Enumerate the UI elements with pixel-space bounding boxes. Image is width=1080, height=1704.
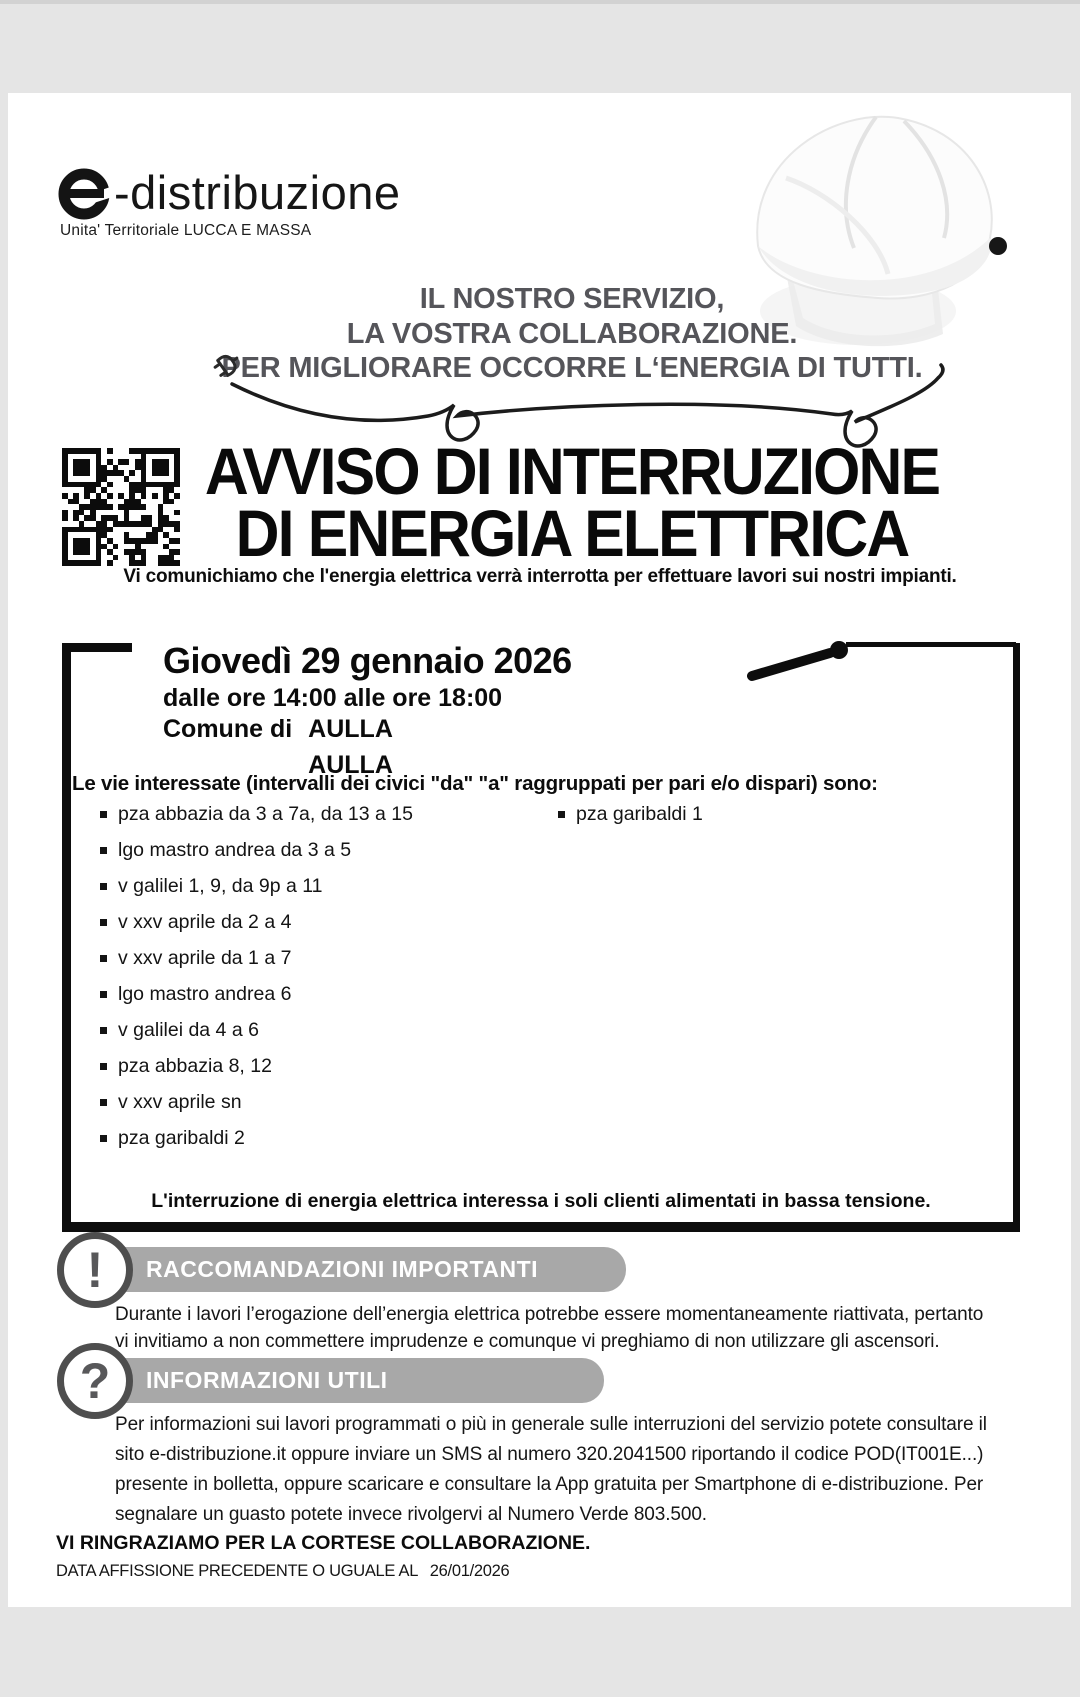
street-item — [100, 947, 550, 970]
outage-date: Giovedì 29 gennaio 2026 — [163, 640, 572, 681]
streets-header: Le vie interessate (intervalli dei civici "da" "a" raggruppati per pari e/o dispari) sono: — [72, 772, 878, 795]
exclamation-icon — [57, 1232, 133, 1308]
street-label: pza garibaldi 2 — [118, 1127, 245, 1149]
street-label: v xxv aprile da 1 a 7 — [118, 947, 292, 969]
notice-title-line-2: DI ENERGIA ELETTRICA — [235, 496, 909, 570]
logo-e-icon — [56, 164, 112, 220]
bullet-icon — [100, 991, 107, 998]
bullet-icon — [100, 1099, 107, 1106]
street-label: pza abbazia 8, 12 — [118, 1055, 272, 1077]
street-label: lgo mastro andrea 6 — [118, 983, 292, 1005]
bullet-icon — [100, 955, 107, 962]
top-gray-strip — [0, 0, 1080, 4]
street-label: lgo mastro andrea da 3 a 5 — [118, 839, 352, 861]
territorial-unit-label: Unita' Territoriale LUCCA E MASSA — [60, 222, 312, 239]
plug-icon — [212, 350, 242, 380]
streets-column-1 — [100, 803, 550, 1163]
street-item — [100, 1019, 550, 1042]
notice-title — [197, 434, 948, 570]
street-item — [100, 911, 550, 934]
street-label: v galilei 1, 9, da 9p a 11 — [118, 875, 323, 897]
outage-time: dalle ore 14:00 alle ore 18:00 — [163, 684, 503, 712]
question-icon — [57, 1343, 133, 1419]
notice-subtitle: Vi comunichiamo che l'energia elettrica verrà interrotta per effettuare lavori sui nostri impianti. — [123, 566, 957, 587]
street-label: v xxv aprile da 2 a 4 — [118, 911, 292, 933]
section-title-informazioni: INFORMAZIONI UTILI — [146, 1367, 388, 1393]
slogan-block — [212, 282, 932, 386]
qr-code — [62, 448, 180, 566]
bullet-icon — [100, 1063, 107, 1070]
slogan-line-2: LA VOSTRA COLLABORAZIONE. — [346, 317, 798, 350]
bullet-icon — [558, 811, 565, 818]
bottom-white-strip — [0, 1697, 1080, 1704]
section-title-raccomandazioni: RACCOMANDAZIONI IMPORTANTI — [146, 1256, 539, 1282]
bullet-icon — [100, 919, 107, 926]
comune-label: Comune di — [163, 715, 293, 743]
e-distribuzione-logo — [56, 156, 476, 220]
question-glyph: ? — [79, 1353, 111, 1409]
slogan-line-1: IL NOSTRO SERVIZIO, — [419, 283, 725, 315]
bullet-icon — [100, 1027, 107, 1034]
bullet-icon — [100, 847, 107, 854]
affix-label: DATA AFFISSIONE PRECEDENTE O UGUALE AL — [56, 1562, 418, 1580]
footer-affix-date-line — [56, 1562, 509, 1581]
exclamation-glyph: ! — [86, 1242, 104, 1298]
street-label: pza abbazia da 3 a 7a, da 13 a 15 — [118, 803, 413, 825]
slogan-line-3: PER MIGLIORARE OCCORRE L‘ENERGIA DI TUTTI. — [221, 352, 923, 384]
street-label: v galilei da 4 a 6 — [118, 1019, 259, 1041]
street-label: pza garibaldi 1 — [576, 803, 703, 825]
comune-block — [163, 715, 393, 780]
street-item — [100, 1091, 550, 1114]
footer-thanks: VI RINGRAZIAMO PER LA CORTESE COLLABORAZIONE. — [56, 1532, 591, 1554]
street-label: v xxv aprile sn — [118, 1091, 242, 1113]
notice-title-line-1: AVVISO DI INTERRUZIONE — [204, 434, 940, 508]
streets-column-2 — [558, 803, 1008, 839]
street-item — [100, 983, 550, 1006]
street-item — [100, 1127, 550, 1150]
bullet-icon — [100, 811, 107, 818]
street-item — [558, 803, 1008, 826]
bullet-icon — [100, 883, 107, 890]
logo-wordmark: -distribuzione — [114, 166, 401, 219]
section-body-informazioni: Per informazioni sui lavori programmati o più in generale sulle interruzioni del servizio potete consultare il sito e-distribuzione.it oppure inviare un SMS al numero 320.2041500 riportando il codice POD(IT001E...) presente in bolletta, oppure scaricare e consultare la App gratuita per Smartphone di e-distribuzione. Per segnalare un guasto potete invece rivolgervi al Numero Verde 803.500. — [115, 1414, 987, 1525]
section-body-raccomandazioni: Durante i lavori l’erogazione dell’energia elettrica potrebbe essere momentaneamente riattivata, pertanto vi invitiamo a non commettere imprudenze e comunque vi preghiamo di non utilizzare gli ascensori. — [115, 1304, 984, 1352]
section-bar-informazioni — [96, 1358, 604, 1403]
section-bar-raccomandazioni — [96, 1247, 626, 1292]
street-item — [100, 1055, 550, 1078]
street-item — [100, 875, 550, 898]
comune-name: AULLA — [308, 715, 393, 743]
helmet-knob — [989, 237, 1007, 255]
street-item — [100, 839, 550, 862]
affix-date: 26/01/2026 — [429, 1562, 510, 1580]
street-item — [100, 803, 550, 826]
bullet-icon — [100, 1135, 107, 1142]
low-voltage-note: L'interruzione di energia elettrica interessa i soli clienti alimentati in bassa tensione. — [151, 1190, 931, 1212]
comune-name-2: AULLA — [308, 751, 393, 779]
